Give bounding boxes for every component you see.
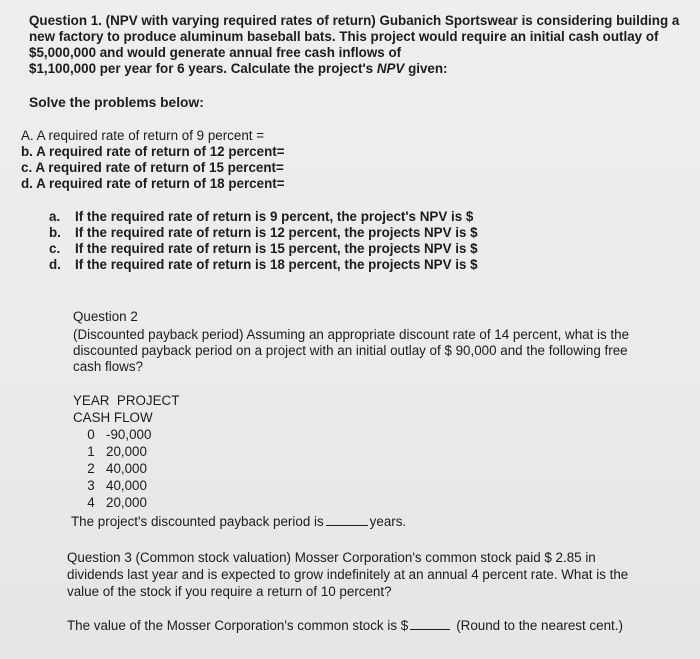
q2-line-2: discounted payback period on a project with an initial outlay of $ 90,000 and the following free [73,343,628,358]
q1-item-b: b. A required rate of return of 12 percent= [21,144,285,159]
q3-line-3: value of the stock if you require a return of 10 percent? [67,584,392,599]
q2-line-1: (Discounted payback period) Assuming an appropriate discount rate of 14 percent, what is the [73,327,630,342]
q2-result-unit: years. [369,514,407,529]
q3-line-1: Question 3 (Common stock valuation) Mosser Corporation's common stock paid $ 2.85 in [67,550,596,565]
q3-answer-text: The value of the Mosser Corporation's common stock is $ [67,618,409,633]
q1-line-4 [29,61,448,77]
q1-item-c: c. A required rate of return of 15 percent= [21,160,284,175]
q2-line-3: cash flows? [73,359,143,374]
q2-row-cash-flow: 40,000 [106,461,147,476]
solve-heading: Solve the problems below: [29,95,204,110]
q2-row-year: 4 [87,495,95,510]
q1-answer-d [49,257,478,273]
q1-line-3: $5,000,000 and would generate annual free cash inflows of [29,45,402,60]
q1-line-2: new factory to produce aluminum baseball bats. This project would require an initial cash outlay of [29,29,659,44]
q2-row-cash-flow: 40,000 [106,478,147,493]
q2-table-row [76,478,147,494]
q2-row-cash-flow: -90,000 [106,427,152,442]
q2-table-row [76,495,147,511]
q2-table-row [76,427,151,443]
q2-title: Question 2 [73,309,138,324]
q2-result [71,513,406,530]
q1-answer-a [49,209,473,225]
q1-item-a: A. A required rate of return of 9 percent = [21,128,265,143]
q2-row-year: 1 [87,444,95,459]
q1-answer-c [49,241,478,257]
q2-answer-blank[interactable] [326,513,368,526]
q1-answer-d-label: d. [49,257,61,272]
q1-line-1: Question 1. (NPV with varying required rates of return) Gubanich Sportswear is considering building a [29,13,680,28]
q1-answer-b-label: b. [49,225,61,240]
q2-row-cash-flow: 20,000 [106,495,147,510]
q2-table-header-2: CASH FLOW [73,410,153,425]
q3-answer-note: (Round to the nearest cent.) [456,618,623,633]
q2-row-year: 3 [87,478,95,493]
q1-line-4-text: $1,100,000 per year for 6 years. Calculate the project's [29,61,377,76]
q1-line-4-end: given: [404,61,448,76]
q1-answer-c-label: c. [49,241,61,256]
q2-row-year: 0 [87,427,95,442]
q2-table-header-1: YEAR PROJECT [73,393,180,408]
q2-row-year: 2 [87,461,95,476]
q1-npv-term: NPV [376,61,405,76]
q2-result-text: The project's discounted payback period is [71,514,324,529]
q2-row-cash-flow: 20,000 [106,444,147,459]
q1-answer-c-text: If the required rate of return is 15 percent, the projects NPV is $ [75,241,478,256]
q1-answer-b [49,225,478,241]
q1-answer-b-text: If the required rate of return is 12 percent, the projects NPV is $ [75,225,478,240]
q2-table-row [76,461,147,477]
q1-answer-a-label: a. [49,209,61,224]
q3-answer [67,617,623,634]
q1-item-d: d. A required rate of return of 18 percent= [21,176,285,191]
q1-answer-d-text: If the required rate of return is 18 percent, the projects NPV is $ [75,257,478,272]
q3-answer-blank[interactable] [410,617,450,630]
q1-answer-a-text: If the required rate of return is 9 percent, the project's NPV is $ [75,209,474,224]
q3-line-2: dividends last year and is expected to grow indefinitely at an annual 4 percent rate. What is the [67,567,629,582]
q2-table-row [76,444,147,460]
